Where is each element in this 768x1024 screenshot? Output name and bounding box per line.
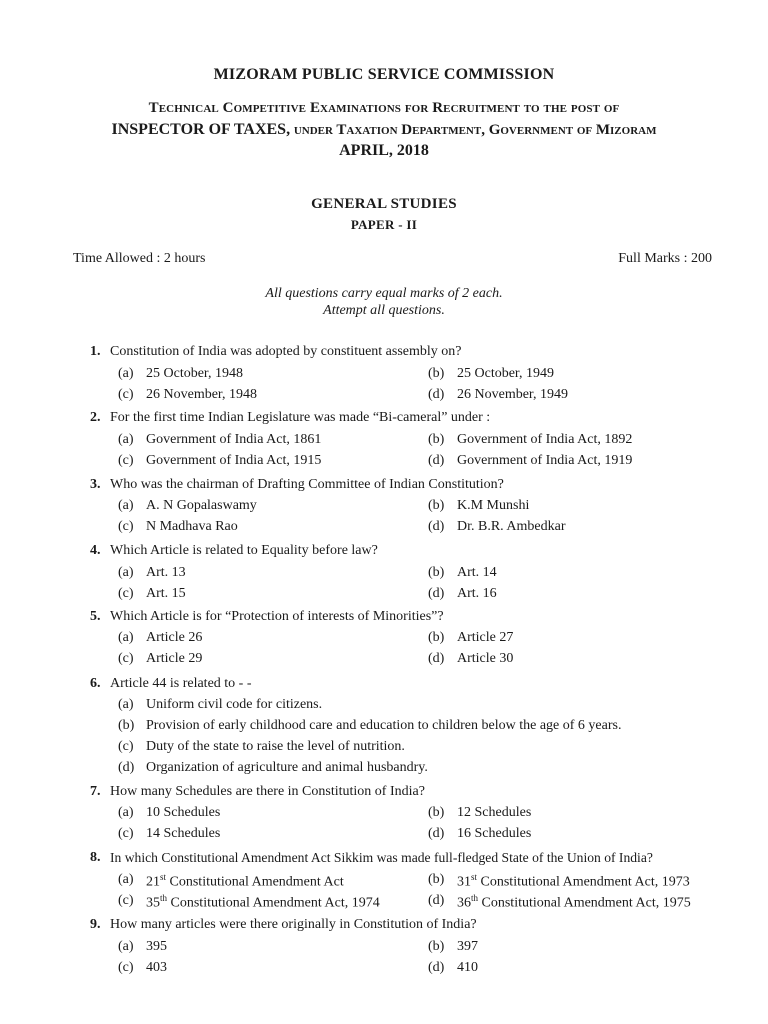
option-text: 410 [457,960,478,975]
question-text: How many articles were there originally in Constitution of India? [110,917,477,932]
option-text: Government of India Act, 1915 [146,453,322,468]
commission-title: MIZORAM PUBLIC SERVICE COMMISSION [213,66,555,83]
question-number: 5. [90,609,101,624]
option-letter: (a) [118,366,134,381]
option-letter: (c) [118,893,134,908]
full-marks: Full Marks : 200 [618,251,712,266]
option-text: Government of India Act, 1892 [457,432,633,447]
question-number: 8. [90,850,101,865]
question-text: Who was the chairman of Drafting Committee of Indian Constitution? [110,477,504,492]
option-text: 395 [146,939,167,954]
question-number: 9. [90,917,101,932]
option-text: 10 Schedules [146,805,221,820]
option-text: Art. 16 [457,586,497,601]
option-letter: (c) [118,453,134,468]
exam-date: APRIL, 2018 [339,142,429,159]
post-title: INSPECTOR OF TAXES, [111,121,291,138]
option-text: 35th Constitutional Amendment Act, 1974 [146,893,380,911]
option-text: Article 30 [457,651,514,666]
question-number: 1. [90,344,101,359]
question-text: In which Constitutional Amendment Act Sikkim was made full-fledged State of the Union of India? [110,850,653,865]
option-text: 12 Schedules [457,805,532,820]
post-line [0,121,768,139]
option-letter: (d) [428,826,445,841]
question-number: 3. [90,477,101,492]
option-letter: (b) [118,718,135,733]
option-letter: (d) [428,651,445,666]
option-text: 397 [457,939,478,954]
option-letter: (b) [428,498,445,513]
option-text: Art. 13 [146,565,186,580]
exam-line: Technical Competitive Examinations for Recruitment to the post of [148,100,620,116]
option-letter: (c) [118,519,134,534]
question-text: Article 44 is related to - - [110,676,252,691]
option-text: Art. 14 [457,565,497,580]
option-letter: (b) [428,872,445,887]
question-number: 4. [90,543,101,558]
subject-title: GENERAL STUDIES [311,196,457,212]
question-text: Which Article is related to Equality before law? [110,543,378,558]
option-text: Art. 15 [146,586,186,601]
question-text: For the first time Indian Legislature was made “Bi-cameral” under : [110,410,491,425]
option-text: Uniform civil code for citizens. [146,697,323,712]
option-letter: (a) [118,939,134,954]
option-text: Dr. B.R. Ambedkar [457,519,566,534]
option-text: 26 November, 1949 [457,387,569,402]
time-allowed: Time Allowed : 2 hours [73,251,206,266]
option-text: N Madhava Rao [146,519,238,534]
option-text: K.M Munshi [457,498,530,513]
option-letter: (a) [118,805,134,820]
option-letter: (b) [428,565,445,580]
option-letter: (c) [118,960,134,975]
option-letter: (b) [428,366,445,381]
option-text: 36th Constitutional Amendment Act, 1975 [457,893,691,911]
option-letter: (c) [118,739,134,754]
option-letter: (c) [118,651,134,666]
question-text: Constitution of India was adopted by constituent assembly on? [110,344,462,359]
option-text: Government of India Act, 1919 [457,453,633,468]
option-text: 403 [146,960,167,975]
option-text: Provision of early childhood care and education to children below the age of 6 years. [146,718,622,733]
option-letter: (d) [428,387,445,402]
option-letter: (d) [118,760,135,775]
option-text: 26 November, 1948 [146,387,258,402]
option-text: 25 October, 1948 [146,366,244,381]
option-letter: (d) [428,519,445,534]
question-text: How many Schedules are there in Constitution of India? [110,784,425,799]
question-text: Which Article is for “Protection of interests of Minorities”? [110,609,444,624]
option-letter: (a) [118,498,134,513]
option-text: Organization of agriculture and animal husbandry. [146,760,428,775]
option-letter: (d) [428,960,445,975]
option-text: Article 26 [146,630,203,645]
option-text: A. N Gopalaswamy [146,498,257,513]
instruction-attempt: Attempt all questions. [323,303,445,318]
option-letter: (b) [428,630,445,645]
paper-number: PAPER - II [350,217,418,232]
option-text: 21st Constitutional Amendment Act [146,872,344,890]
option-letter: (d) [428,586,445,601]
option-letter: (d) [428,893,445,908]
option-letter: (b) [428,805,445,820]
option-text: Article 29 [146,651,203,666]
option-text: 25 October, 1949 [457,366,555,381]
option-text: 31st Constitutional Amendment Act, 1973 [457,872,690,890]
option-text: Article 27 [457,630,514,645]
option-text: Government of India Act, 1861 [146,432,322,447]
post-department: under Taxation Department, Government of Mizoram [293,122,657,138]
instruction-marks: All questions carry equal marks of 2 each. [265,286,503,301]
option-letter: (d) [428,453,445,468]
option-letter: (c) [118,826,134,841]
option-letter: (c) [118,586,134,601]
option-letter: (a) [118,872,134,887]
option-letter: (b) [428,432,445,447]
option-text: 16 Schedules [457,826,532,841]
option-letter: (b) [428,939,445,954]
question-number: 6. [90,676,101,691]
option-text: Duty of the state to raise the level of nutrition. [146,739,405,754]
option-text: 14 Schedules [146,826,221,841]
option-letter: (a) [118,697,134,712]
question-number: 7. [90,784,101,799]
option-letter: (a) [118,630,134,645]
question-number: 2. [90,410,101,425]
option-letter: (a) [118,565,134,580]
option-letter: (a) [118,432,134,447]
option-letter: (c) [118,387,134,402]
